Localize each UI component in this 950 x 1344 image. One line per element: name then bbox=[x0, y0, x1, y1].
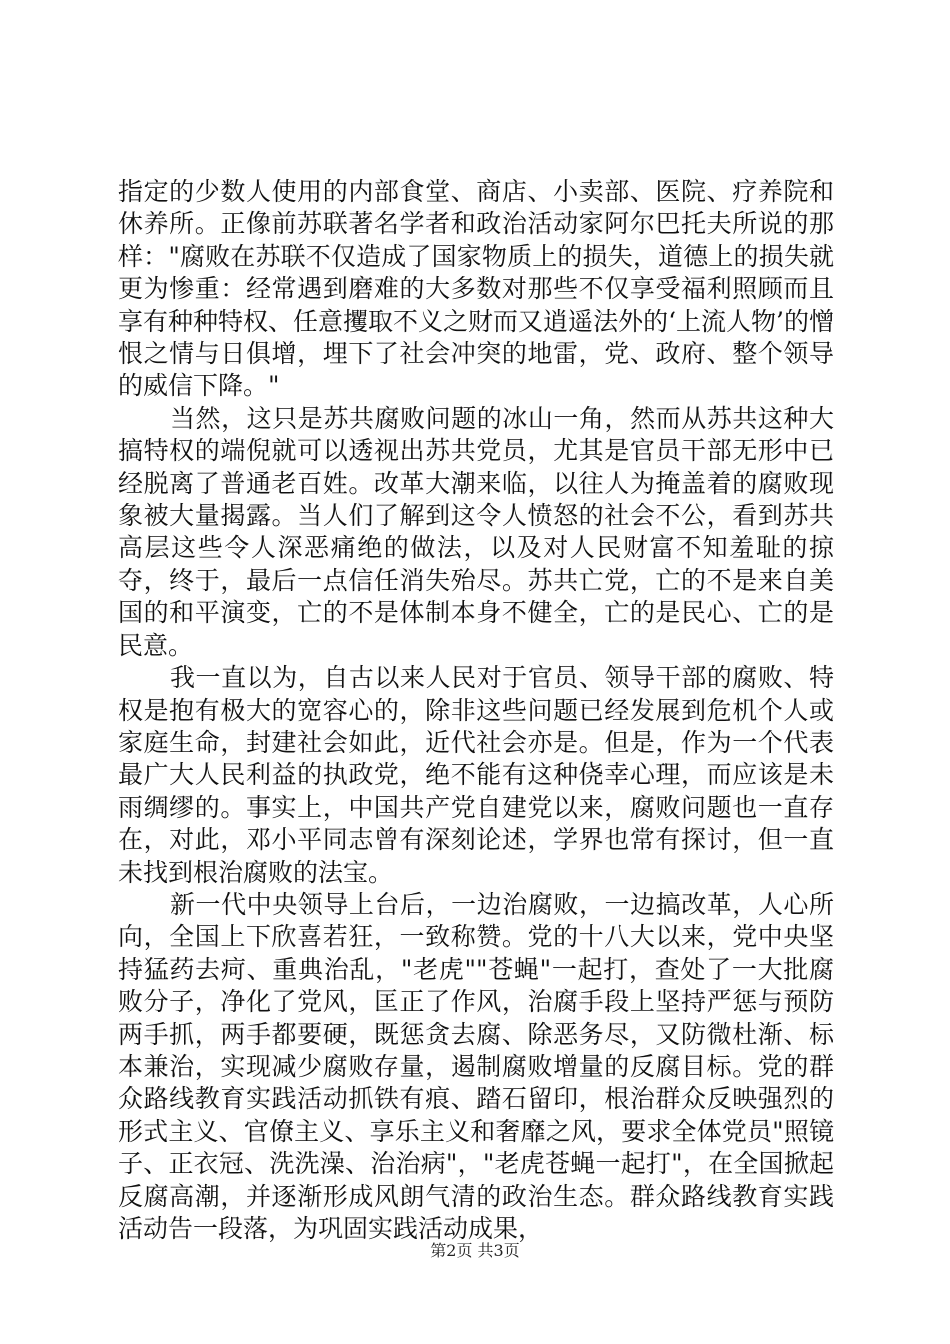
page-footer: 第2页 共3页 bbox=[430, 1241, 520, 1260]
paragraph-4: 新一代中央领导上台后，一边治腐败，一边搞改革，人心所向，全国上下欣喜若狂，一致称赞。党的十八大以来，党中央坚持猛药去疴、重典治乱，"老虎""苍蝇"一起打，查处了一大批腐败分子，净化了党风，匡正了作风，治腐手段上坚持严惩与预防两手抓，两手都要硬，既惩贪去腐、除恶务尽，又防微杜渐、标本兼治，实现减少腐败存量，遏制腐败增量的反腐目标。党的群众路线教育实践活动抓铁有痕、踏石留印，根治群众反映强烈的形式主义、官僚主义、享乐主义和奢靡之风，要求全体党员"照镜子、正衣冠、洗洗澡、治治病"，"老虎苍蝇一起打"，在全国掀起反腐高潮，并逐渐形成风朗气清的政治生态。群众路线教育实践活动告一段落，为巩固实践活动成果， bbox=[118, 889, 834, 1243]
body-text bbox=[118, 176, 834, 1245]
paragraph-3: 我一直以为，自古以来人民对于官员、领导干部的腐败、特权是抱有极大的宽容心的，除非这些问题已经发展到危机个人或家庭生命，封建社会如此，近代社会亦是。但是，作为一个代表最广大人民利益的执政党，绝不能有这种侥幸心理，而应该是未雨绸缪的。事实上，中国共产党自建党以来，腐败问题也一直存在，对此，邓小平同志曾有深刻论述，学界也常有探讨，但一直未找到根治腐败的法宝。 bbox=[118, 663, 834, 887]
paragraph-2: 当然，这只是苏共腐败问题的冰山一角，然而从苏共这种大搞特权的端倪就可以透视出苏共党员，尤其是官员干部无形中已经脱离了普通老百姓。改革大潮来临，以往人为掩盖着的腐败现象被大量揭露。当人们了解到这令人愤怒的社会不公，看到苏共高层这些令人深恶痛绝的做法，以及对人民财富不知羞耻的掠夺，终于，最后一点信任消失殆尽。苏共亡党，亡的不是来自美国的和平演变，亡的不是体制本身不健全，亡的是民心、亡的是民意。 bbox=[118, 403, 834, 660]
paragraph-1: 指定的少数人使用的内部食堂、商店、小卖部、医院、疗养院和休养所。正像前苏联著名学者和政治活动家阿尔巴托夫所说的那样："腐败在苏联不仅造成了国家物质上的损失，道德上的损失就更为惨重：经常遇到磨难的大多数对那些不仅享受福利照顾而且享有种种特权、任意攫取不义之财而又逍遥法外的‘上流人物’的憎恨之情与日俱增，埋下了社会冲突的地雷，党、政府、整个领导的威信下降。" bbox=[118, 177, 834, 401]
